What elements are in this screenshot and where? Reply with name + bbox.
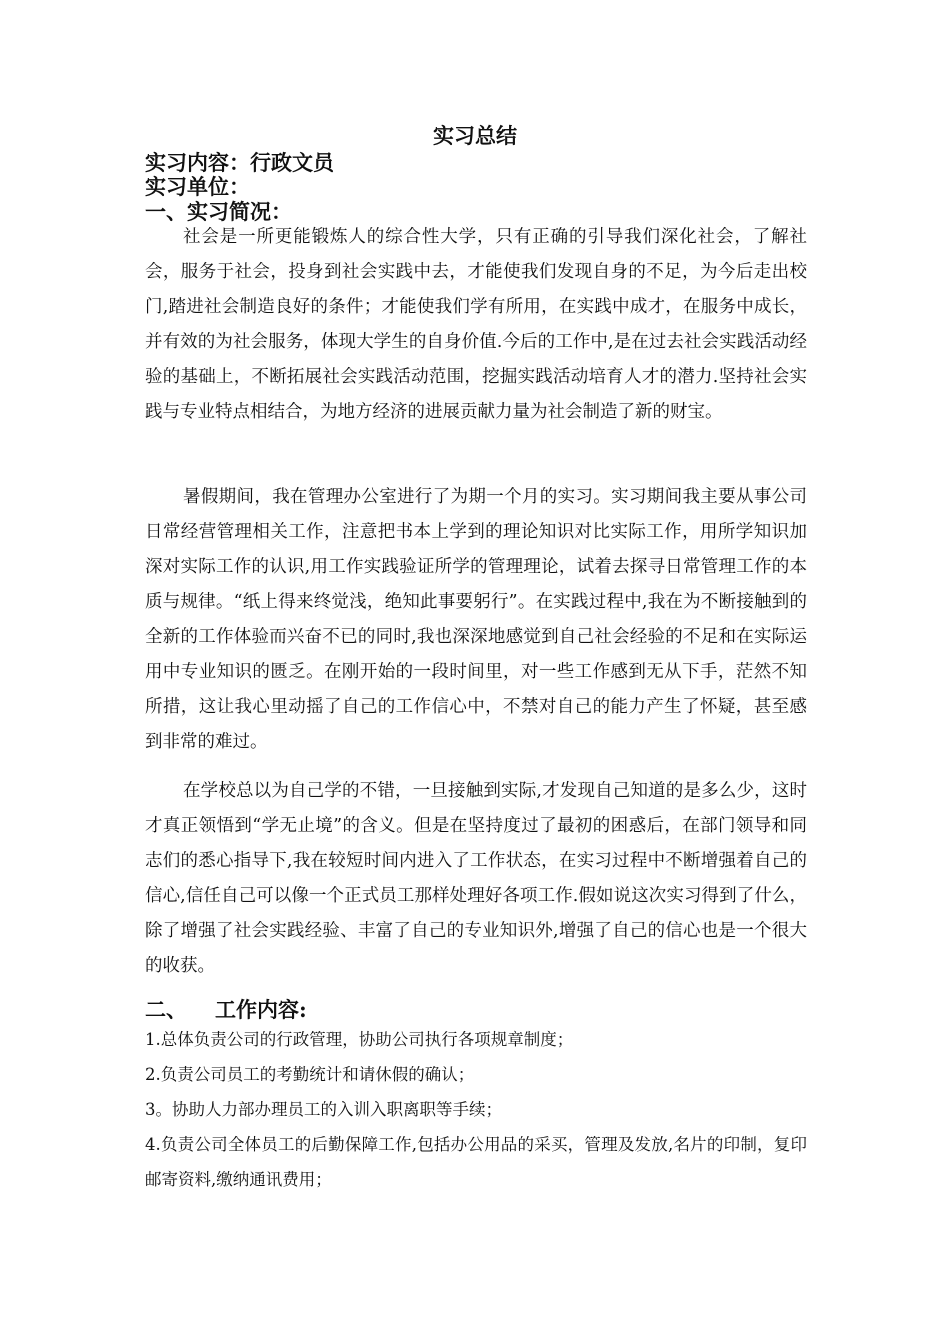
document-title: 实习总结 [433, 123, 517, 148]
section2-heading-text: 工作内容: [215, 997, 307, 1022]
list-item: 3。协助人力部办理员工的入训入职离职等手续； [145, 1100, 502, 1119]
section1-paragraph: 社会是一所更能锻炼人的综合性大学，只有正确的引导我们深化社会，了解社会，服务于社会，投身到社会实践中去，才能使我们发现自身的不足，为今后走出校门,踏进社会制造良好的条件；才能使我们学有所用，在实践中成才，在服务中成长，并有效的为社会服务，体现大学生的自身价值.今后的工作中,是在过去社会实践活动经验的基础上，不断拓展社会实践活动范围，挖掘实践活动培育人才的潜力.坚持社会实践与专业特点相结合，为地方经济的进展贡献力量为社会制造了新的财宝。 [145, 227, 807, 422]
list-item: 1.总体负责公司的行政管理，协助公司执行各项规章制度； [145, 1030, 574, 1049]
section1-heading: 一、实习简况： [145, 199, 292, 224]
section2-heading [145, 998, 307, 1021]
section2-heading-number: 二、 [145, 997, 187, 1022]
internship-unit-heading: 实习单位： [145, 174, 250, 199]
section1-paragraph: 暑假期间，我在管理办公室进行了为期一个月的实习。实习期间我主要从事公司日常经营管理相关工作，注意把书本上学到的理论知识对比实际工作，用所学知识加深对实际工作的认识,用工作实践验证所学的管理理论，试着去探寻日常管理工作的本质与规律。“纸上得来终觉浅，绝知此事要躬行”。在实践过程中,我在为不断接触到的全新的工作体验而兴奋不已的同时,我也深深地感觉到自己社会经验的不足和在实际运用中专业知识的匮乏。在刚开始的一段时间里，对一些工作感到无从下手，茫然不知所措，这让我心里动摇了自己的工作信心中，不禁对自己的能力产生了怀疑，甚至感到非常的难过。 [145, 487, 807, 752]
list-item: 4.负责公司全体员工的后勤保障工作,包括办公用品的采买，管理及发放,名片的印制，复印邮寄资料,缴纳通讯费用； [145, 1135, 807, 1189]
work-content-list [145, 1022, 807, 1197]
section1-paragraph: 在学校总以为自己学的不错，一旦接触到实际,才发现自己知道的是多么少，这时才真正领悟到“学无止境”的含义。但是在坚持度过了最初的困惑后，在部门领导和同志们的悉心指导下,我在较短时间内进入了工作状态，在实习过程中不断增强着自己的信心,信任自己可以像一个正式员工那样处理好各项工作.假如说这次实习得到了什么，除了增强了社会实践经验、丰富了自己的专业知识外,增强了自己的信心也是一个很大的收获。 [145, 781, 807, 976]
internship-content-heading: 实习内容：行政文员 [145, 150, 334, 175]
list-item: 2.负责公司员工的考勤统计和请休假的确认； [145, 1065, 475, 1084]
